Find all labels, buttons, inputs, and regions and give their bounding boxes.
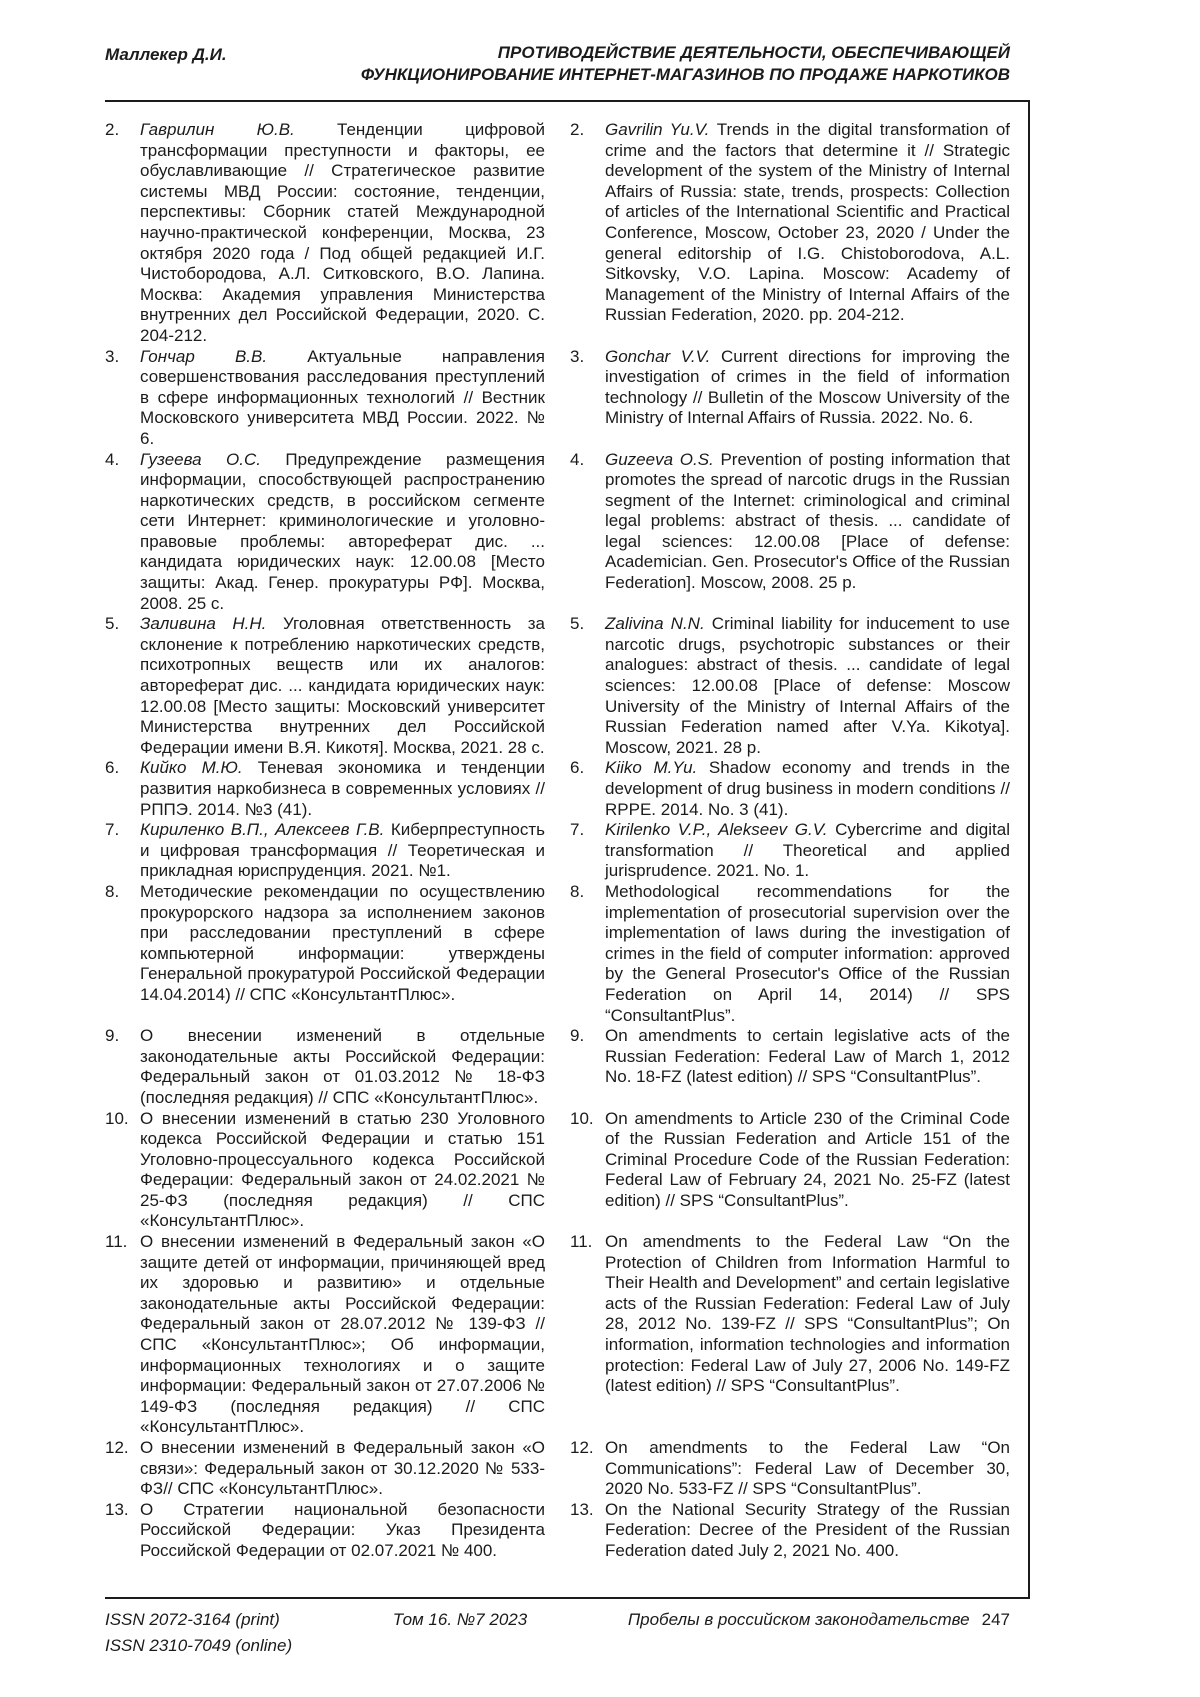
reference-number: 4.: [570, 449, 585, 469]
reference-item-ru-7: [105, 820, 545, 882]
reference-number: 13.: [105, 1499, 129, 1519]
volume-info: Том 16. №7 2023: [392, 1610, 528, 1629]
reference-item-ru-5: [105, 614, 545, 758]
reference-item-en-3: [570, 347, 1010, 429]
reference-item-ru-12: [105, 1438, 545, 1500]
reference-text: Гончар В.В. Актуальные направления совершенствования расследования преступлений в сфере информационных технологий // Вестник Московского университета МВД России. 2022. № 6.: [140, 346, 545, 448]
reference-text: Gonchar V.V. Current directions for improving the investigation of crimes in the field of information technology // Bulletin of the Moscow University of the Ministry of Internal Affairs of Russia. 2022. No. 6.: [605, 346, 1010, 428]
issn-print: ISSN 2072-3164 (print): [105, 1610, 280, 1629]
reference-author: Гончар В.В.: [140, 346, 308, 366]
reference-text: Kirilenko V.P., Alekseev G.V. Cybercrime and digital transformation // Theoretical and applied jurisprudence. 2021. No. 1.: [605, 820, 1010, 881]
journal-title: Пробелы в российском законодательстве: [627, 1610, 970, 1629]
reference-item-ru-3: [105, 347, 545, 450]
reference-number: 3.: [570, 346, 585, 366]
reference-number: 11.: [105, 1232, 128, 1252]
reference-item-ru-11: [105, 1232, 545, 1438]
reference-text: On the National Security Strategy of the Russian Federation: Decree of the President of the Russian Federation dated July 2, 2021 No. 400.: [605, 1499, 1010, 1560]
reference-number: 9.: [105, 1026, 120, 1046]
reference-number: 2.: [105, 120, 120, 139]
reference-item-en-10: [570, 1109, 1010, 1212]
reference-author: Kiiko M.Yu.: [605, 758, 709, 778]
reference-item-en-9: [570, 1026, 1010, 1088]
running-author: Маллекер Д.И.: [105, 45, 227, 64]
issn-block: [105, 1607, 292, 1659]
reference-text: Заливина Н.Н. Уголовная ответственность за склонение к потреблению наркотических средств, психотропных веществ или их аналогов: автореферат дис. ... кандидата юридических наук: 12.00.08 [Место защиты: Московский университет Министерства внутренних дел Российской Федерации имени В.Я. Кикотя]. Москва, 2021. 28 с.: [140, 614, 546, 757]
reference-text: Gavrilin Yu.V. Trends in the digital transformation of crime and the factors that determine it // Strategic development of the system of the Ministry of Internal Affairs of Russia: state, trends, prospects: Collection of articles of the International Scientific and Practical Conference, Moscow, October 23, 2020 / Under the general editorship of I.G. Chistoborodova, A.L. Sitkovsky, V.O. Lapina. Moscow: Academy of Management of the Ministry of Internal Affairs of the Russian Federation, 2020. pp. 204-212.: [605, 120, 1010, 325]
reference-author: Кийко М.Ю.: [140, 758, 258, 778]
reference-text: О внесении изменений в Федеральный закон «О защите детей от информации, причиняющей вред их здоровью и развитию» и отдельные законодательные акты Российской Федерации: Федеральный закон от 28.07.2012 № 139-ФЗ // СПС «КонсультантПлюс»; Об информации, информационных технологиях и о защите информации: Федеральный закон от 27.07.2006 № 149-ФЗ (последняя редакция) // СПС «КонсультантПлюс».: [140, 1232, 545, 1437]
reference-number: 9.: [570, 1026, 585, 1046]
reference-number: 2.: [570, 120, 585, 139]
reference-item-ru-13: [105, 1500, 545, 1562]
reference-number: 10.: [105, 1108, 129, 1128]
reference-number: 7.: [105, 820, 120, 840]
reference-item-en-6: [570, 758, 1010, 820]
reference-item-en-8: [570, 882, 1010, 1026]
reference-author: Гузеева О.С.: [140, 449, 286, 469]
reference-author: Kirilenko V.P., Alekseev G.V.: [605, 820, 836, 840]
references-grid: [105, 120, 1008, 1562]
reference-author: Gavrilin Yu.V.: [605, 120, 717, 139]
reference-text: Гузеева О.С. Предупреждение размещения информации, способствующей распространению наркотических средств, в российском сегменте сети Интернет: криминологические и уголовно-правовые проблемы: автореферат дис. ... кандидата юридических наук: 12.00.08 [Место защиты: Акад. Генер. прокуратуры РФ]. Москва, 2008. 25 с.: [140, 449, 545, 613]
reference-author: Guzeeva O.S.: [605, 449, 721, 469]
reference-text: Methodological recommendations for the implementation of prosecutorial supervision over the implementation of laws during the investigation of crimes in the field of computer information: approved by the General Prosecutor's Office of the Russian Federation on April 14, 2014) // SPS “ConsultantPlus”.: [605, 881, 1010, 1025]
reference-item-en-5: [570, 614, 1010, 758]
reference-item-ru-2: [105, 120, 545, 347]
reference-text: On amendments to Article 230 of the Criminal Code of the Russian Federation and Article 151 of the Criminal Procedure Code of the Russian Federation: Federal Law of February 24, 2021 No. 25-FZ (latest edition) // SPS “ConsultantPlus”.: [605, 1108, 1010, 1210]
reference-number: 6.: [105, 758, 120, 778]
reference-number: 7.: [570, 820, 585, 840]
reference-number: 3.: [105, 346, 120, 366]
reference-text: О внесении изменений в статью 230 Уголовного кодекса Российской Федерации и статью 151 Уголовно-процессуального кодекса Российской Федерации: Федеральный закон от 24.02.2021 № 25-ФЗ (последняя редакция) // СПС «КонсультантПлюс».: [140, 1108, 545, 1231]
reference-text: Кийко М.Ю. Теневая экономика и тенденции развития наркобизнеса в современных условиях // РППЭ. 2014. №3 (41).: [140, 758, 545, 819]
reference-text: О внесении изменений в Федеральный закон «О связи»: Федеральный закон от 30.12.2020 № 533-ФЗ// СПС «КонсультантПлюс».: [140, 1438, 545, 1499]
reference-text: Zalivina N.N. Criminal liability for inducement to use narcotic drugs, psychotropic substances or their analogues: abstract of thesis. ... candidate of legal sciences: 12.00.08 [Place of defense: Moscow University of the Ministry of Internal Affairs of the Russian Federation named after V.Ya. Kikotya]. Moscow, 2021. 28 p.: [605, 614, 1010, 757]
reference-text: Kiiko M.Yu. Shadow economy and trends in the development of drug business in modern conditions // RPPE. 2014. No. 3 (41).: [605, 758, 1010, 819]
reference-text: On amendments to certain legislative acts of the Russian Federation: Federal Law of March 1, 2012 No. 18-FZ (latest edition) // SPS “ConsultantPlus”.: [605, 1026, 1010, 1087]
running-title-line-2: ФУНКЦИОНИРОВАНИЕ ИНТЕРНЕТ-МАГАЗИНОВ ПО ПРОДАЖЕ НАРКОТИКОВ: [360, 65, 1010, 84]
reference-number: 12.: [570, 1438, 594, 1457]
reference-item-en-11: [570, 1232, 1010, 1397]
page-number: 247: [981, 1610, 1010, 1629]
reference-text: On amendments to the Federal Law “On the Protection of Children from Information Harmful to Their Health and Development” and certain legislative acts of the Russian Federation: Federal Law of July 28, 2012 No. 139-FZ // SPS “ConsultantPlus”; On information, information technologies and information protection: Federal Law of July 27, 2006 No. 149-FZ (latest edition) // SPS “ConsultantPlus”.: [605, 1232, 1010, 1396]
reference-author: Кириленко В.П., Алексеев Г.В.: [140, 820, 391, 840]
reference-number: 5.: [105, 614, 120, 634]
reference-item-en-7: [570, 820, 1010, 882]
reference-number: 8.: [105, 881, 120, 901]
running-title: [361, 42, 1010, 86]
page-footer: [105, 1607, 1010, 1659]
reference-text: О Стратегии национальной безопасности Российской Федерации: Указ Президента Российской Федерации от 02.07.2021 № 400.: [140, 1499, 545, 1560]
reference-item-en-13: [570, 1500, 1010, 1562]
reference-number: 4.: [105, 449, 120, 469]
reference-item-ru-10: [105, 1109, 545, 1233]
reference-text: Гаврилин Ю.В. Тенденции цифровой трансформации преступности и факторы, ее обуславливающие // Стратегическое развитие системы МВД России: состояние, тенденции, перспективы: Сборник статей Международной научно-практической конференции, Москва, 23 октября 2020 года / Под общей редакцией И.Г. Чистобородова, А.Л. Ситковского, В.О. Лапина. Москва: Академия управления Министерства внутренних дел Российской Федерации, 2020. С. 204-212.: [140, 120, 545, 345]
reference-item-en-2: [570, 120, 1010, 326]
reference-text: Методические рекомендации по осуществлению прокурорского надзора за исполнением законов при расследовании преступлений в сфере компьютерной информации: утверждены Генеральной прокуратурой Российской Федерации 14.04.2014) // СПС «КонсультантПлюс».: [140, 881, 545, 1004]
reference-item-ru-6: [105, 758, 545, 820]
reference-text: Guzeeva O.S. Prevention of posting information that promotes the spread of narcotic drugs in the Russian segment of the Internet: criminological and criminal legal problems: abstract of thesis. ... candidate of legal sciences: 12.00.08 [Place of defense: Academician. Gen. Prosecutor's Office of the Russian Federation]. Moscow, 2008. 25 p.: [605, 449, 1010, 593]
reference-item-ru-4: [105, 450, 545, 615]
page-header: [105, 42, 1010, 100]
reference-text: On amendments to the Federal Law “On Communications”: Federal Law of December 30, 2020 No. 533-FZ // SPS “ConsultantPlus”.: [605, 1438, 1010, 1499]
reference-text: Кириленко В.П., Алексеев Г.В. Киберпреступность и цифровая трансформация // Теоретическая и прикладная юриспруденция. 2021. №1.: [140, 820, 545, 881]
journal-block: [628, 1607, 1010, 1633]
reference-text: О внесении изменений в отдельные законодательные акты Российской Федерации: Федеральный закон от 01.03.2012 № 18-ФЗ (последняя редакция) // СПС «КонсультантПлюс».: [140, 1026, 545, 1107]
reference-item-ru-8: [105, 882, 545, 1006]
reference-author: Заливина Н.Н.: [140, 614, 283, 634]
reference-number: 6.: [570, 758, 585, 778]
reference-author: Zalivina N.N.: [605, 614, 712, 634]
reference-number: 10.: [570, 1108, 594, 1128]
issn-online: ISSN 2310-7049 (online): [105, 1636, 293, 1655]
reference-item-ru-9: [105, 1026, 545, 1108]
reference-author: Gonchar V.V.: [605, 346, 721, 366]
reference-item-en-12: [570, 1438, 1010, 1500]
content-frame: [105, 100, 1030, 1597]
reference-author: Гаврилин Ю.В.: [140, 120, 338, 139]
reference-number: 8.: [570, 881, 585, 901]
reference-number: 12.: [105, 1438, 129, 1457]
reference-number: 5.: [570, 614, 585, 634]
reference-item-en-4: [570, 450, 1010, 594]
running-title-line-1: ПРОТИВОДЕЙСТВИЕ ДЕЯТЕЛЬНОСТИ, ОБЕСПЕЧИВАЮЩЕЙ: [497, 43, 1010, 62]
reference-number: 11.: [570, 1232, 593, 1252]
reference-number: 13.: [570, 1499, 594, 1519]
footer-rule: [105, 1597, 1030, 1599]
